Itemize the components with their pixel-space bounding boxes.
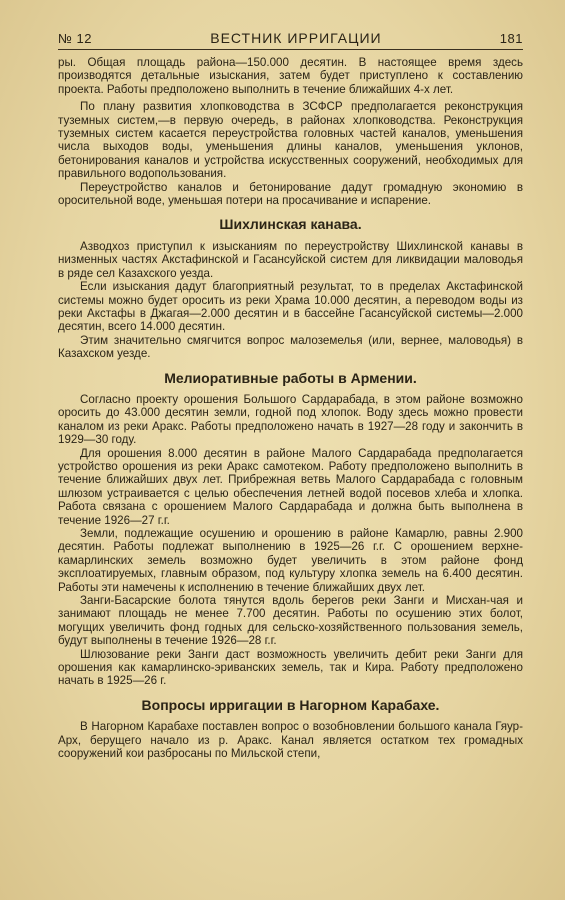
paragraph: Земли, подлежащие осушению и орошению в районе Камарлю, равны 2.900 десятин. Работы подлежат выполнению в 1925—26 г.г. С орошением верхне-камарлинских земель возможно будет увеличить в этом районе фонд эксплоатируемых, главным образом, под культуру хлопка земель на 6.400 десятин. Работы эти намечены к исполнению в течение ближайших двух лет. <box>58 527 523 594</box>
page-number: 181 <box>499 31 523 46</box>
paragraph: Азводхоз приступил к изысканиям по переустройству Шихлинской канавы в низменных частях Акстафинской и Гасансуйской систем для ликвидации маловодья в ряде сел Казахского уезда. <box>58 239 523 280</box>
journal-title: ВЕСТНИК ИРРИГАЦИИ <box>210 30 382 46</box>
section-heading: Шихлинская канава. <box>219 216 362 233</box>
page-header <box>58 30 523 50</box>
paragraph: Шлюзование реки Занги даст возможность увеличить дебит реки Занги для орошения как камарлинско-эриванских земель, так и Кира. Работу предположено начать в 1925—26 г. <box>58 647 523 688</box>
paragraph: Этим значительно смягчится вопрос малоземелья (или, вернее, маловодья) в Казахском уезде. <box>58 333 523 361</box>
paragraph: По плану развития хлопководства в ЗСФСР предполагается реконструкция туземных систем,—в первую очередь, в районах хлопководства. Реконструкция туземных систем касается переустройства головных частей каналов, уменьшения числа выходов воды, уменьшения длины каналов, уменьшения уклонов, бетонирования каналов и устройства искусственных сооружений, необходимых для правильного водопользования. <box>58 100 523 181</box>
issue-number: № 12 <box>58 31 93 46</box>
section-heading: Мелиоративные работы в Армении. <box>164 369 417 386</box>
article-body <box>58 56 523 761</box>
paragraph: Согласно проекту орошения Большого Сардарабада, в этом районе возможно оросить до 43.000 десятин земли, годной под хлопок. Воду здесь можно провести каналом из реки Аракс. Работы предположено начать в 1927—28 году и закончить в 1929—30 году. <box>58 392 523 447</box>
paragraph: Если изыскания дадут благоприятный результат, то в пределах Акстафинской системы можно будет оросить из реки Храма 10.000 десятин, а переводом воды из реки Акстафы в Джагая—2.000 десятин и в бассейне Гасансуйской системы—2.000 десятин, всего 14.000 десятин. <box>58 280 523 334</box>
paragraph: Занги-Басарские болота тянутся вдоль берегов реки Занги и Мисхан-чая и занимают площадь не менее 7.700 десятин. Работы по осушению этих болот, могущих увеличить фонд годных для сельско-хозяйственного пользования земель, будут выполнены в течение 1926—28 г.г. <box>58 594 523 648</box>
paragraph: Для орошения 8.000 десятин в районе Малого Сардарабада предполагается устройство орошения из реки Аракс самотеком. Работу предположено выполнить в течение ближайших двух лет. Прибрежная ветвь Малого Сардарабада с головным шлюзом устраивается с целью обеспечения летней водой посевов хлеба и хлопка. Работа связана с орошением Малого Сардарабада и должна быть выполнена в течение 1926—27 г.г. <box>58 446 523 527</box>
paragraph: ры. Общая площадь района—150.000 десятин. В настоящее время здесь производятся детальные изыскания, затем будет приступлено к составлению проекта. Работы предположено выполнить в течение ближайших 4-х лет. <box>58 56 523 96</box>
paragraph: В Нагорном Карабахе поставлен вопрос о возобновлении большого канала Гяур-Арх, берущего начало из р. Аракс. Канал является остатком тех громадных сооружений кои разбросаны по Мильской степи, <box>58 720 523 761</box>
section-heading: Вопросы ирригации в Нагорном Карабахе. <box>141 696 440 713</box>
paragraph: Переустройство каналов и бетонирование дадут громадную экономию в оросительной воде, уменьшая потери на просачивание и испарение. <box>58 180 523 208</box>
